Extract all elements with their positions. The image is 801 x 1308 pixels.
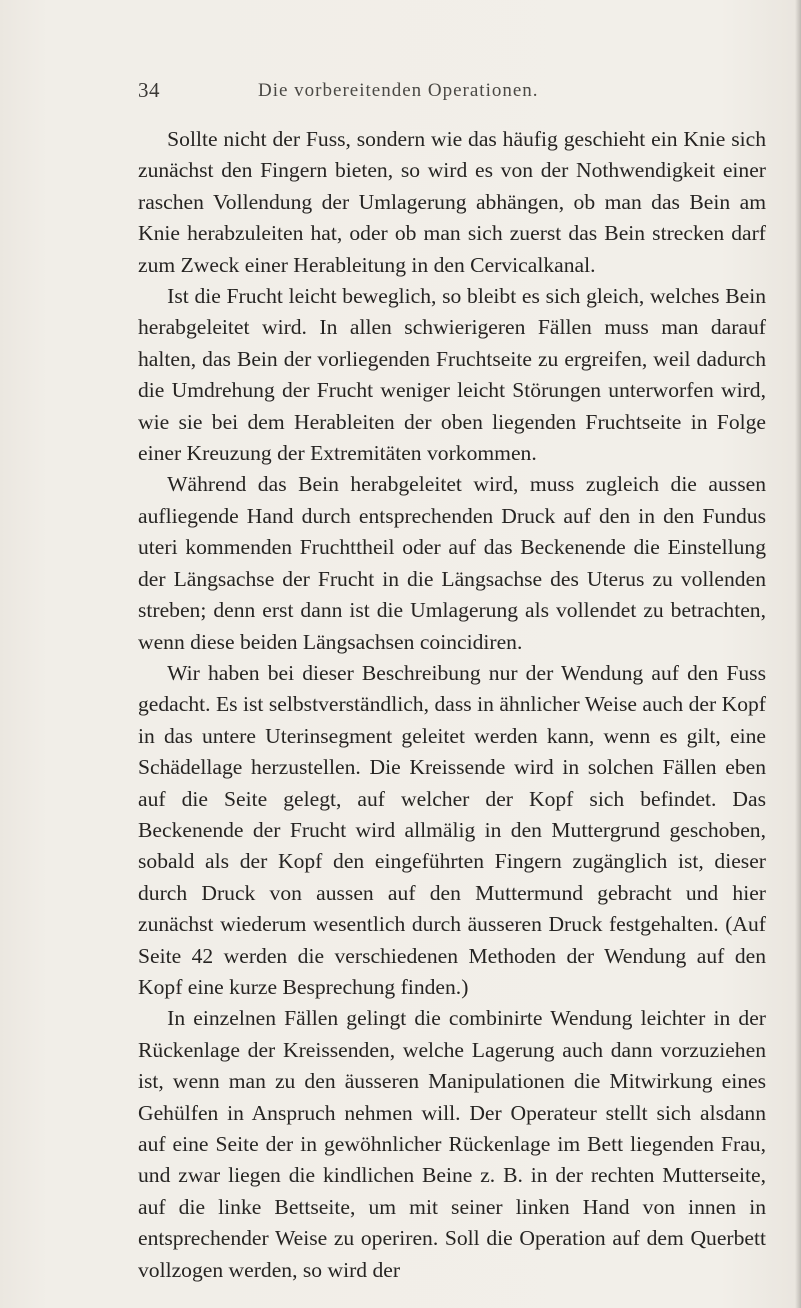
running-title: Die vorbereitenden Operationen.	[258, 80, 539, 101]
page-header	[138, 78, 758, 108]
page-number: 34	[138, 78, 160, 102]
paragraph: Während das Bein herabgeleitet wird, muss zugleich die aussen aufliegende Hand durch entsprechenden Druck auf den in den Fundus uteri kommenden Fruchttheil oder auf das Beckenende die Einstellung der Längsachse der Frucht in die Längsachse des Uterus zu vollenden streben; denn erst dann ist die Umlagerung als vollendet zu betrachten, wenn diese beiden Längsachsen coincidiren.	[138, 472, 766, 654]
paragraph: Ist die Frucht leicht beweglich, so bleibt es sich gleich, welches Bein herabgeleitet wird. In allen schwierigeren Fällen muss man darauf halten, das Bein der vorliegenden Fruchtseite zu ergreifen, weil dadurch die Umdrehung der Frucht weniger leicht Störungen unterworfen wird, wie sie bei dem Herableiten der oben liegenden Fruchtseite in Folge einer Kreuzung der Extremitäten vorkommen.	[138, 284, 766, 466]
body-text	[138, 124, 766, 1286]
paragraph: In einzelnen Fällen gelingt die combinirte Wendung leichter in der Rückenlage der Kreissenden, welche Lagerung auch dann vorzuziehen ist, wenn man zu den äusseren Manipulationen die Mitwirkung eines Gehülfen in Anspruch nehmen will. Der Operateur stellt sich alsdann auf eine Seite der in gewöhnlicher Rückenlage im Bett liegenden Frau, und zwar liegen die kindlichen Beine z. B. in der rechten Mutterseite, auf die linke Bettseite, um mit seiner linken Hand von innen in entsprechender Weise zu operiren. Soll die Operation auf dem Querbett vollzogen werden, so wird der	[138, 1006, 766, 1282]
paragraph: Wir haben bei dieser Beschreibung nur der Wendung auf den Fuss gedacht. Es ist selbstverständlich, dass in ähnlicher Weise auch der Kopf in das untere Uterinsegment geleitet werden kann, wenn es gilt, eine Schädellage herzustellen. Die Kreissende wird in solchen Fällen eben auf die Seite gelegt, auf welcher der Kopf sich befindet. Das Beckenende der Frucht wird allmälig in den Muttergrund geschoben, sobald als der Kopf den eingeführten Fingern zugänglich ist, dieser durch Druck von aussen auf den Muttermund gebracht und hier zunächst wiederum wesentlich durch äusseren Druck festgehalten. (Auf Seite 42 werden die verschiedenen Methoden der Wendung auf den Kopf eine kurze Besprechung finden.)	[138, 660, 766, 999]
page-edge-shadow	[795, 0, 801, 1308]
paragraph: Sollte nicht der Fuss, sondern wie das häufig geschieht ein Knie sich zunächst den Fingern bieten, so wird es von der Nothwendigkeit einer raschen Vollendung der Umlagerung abhängen, ob man das Bein am Knie herabzuleiten hat, oder ob man sich zuerst das Bein strecken darf zum Zweck einer Herableitung in den Cervicalkanal.	[138, 127, 766, 277]
